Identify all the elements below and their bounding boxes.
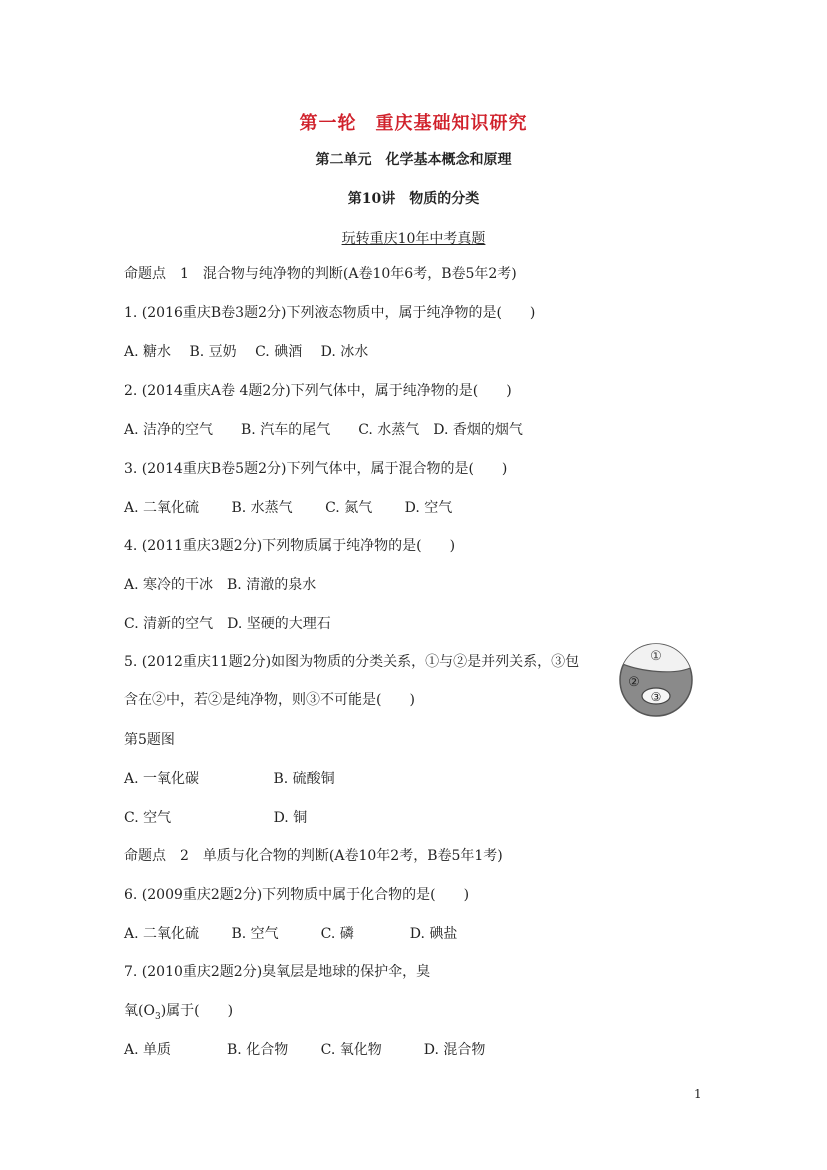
classification-diagram [618,640,694,720]
question-7: 7. (2010重庆2题2分)臭氧层是地球的保护伞，臭 [124,964,431,980]
question-4: 4. (2011重庆3题2分)下列物质属于纯净物的是( ) [124,538,456,554]
question-7-cont [124,1001,233,1027]
question-6: 6. (2009重庆2题2分)下列物质中属于化合物的是( ) [124,887,470,903]
label-2: ② [628,675,640,690]
label-1: ① [650,649,662,664]
page-number: 1 [694,1087,702,1101]
question-2-options: A. 洁净的空气 B. 汽车的尾气 C. 水蒸气 D. 香烟的烟气 [124,422,523,438]
topic-2-heading: 命题点 2 单质与化合物的判断(A卷10年2考，B卷5年1考) [124,848,503,864]
question-5-options-cd: C. 空气 D. 铜 [124,810,308,826]
question-4-options-ab: A. 寒冷的干冰 B. 清澈的泉水 [124,577,317,593]
question-1-options: A. 糖水 B. 豆奶 C. 碘酒 D. 冰水 [124,344,369,360]
ozone-subscript: 3 [154,1011,161,1022]
section-title: 玩转重庆10年中考真题 [341,231,486,247]
question-2: 2. (2014重庆A卷 4题2分)下列气体中，属于纯净物的是( ) [124,383,512,399]
unit-title: 第二单元 化学基本概念和原理 [315,152,512,168]
question-1: 1. (2016重庆B卷3题2分)下列液态物质中，属于纯净物的是( ) [124,305,536,321]
ozone-suffix: )属于( ) [160,1003,234,1019]
ozone-prefix: 氧(O [124,1003,155,1019]
question-5: 5. (2012重庆11题2分)如图为物质的分类关系，①与②是并列关系，③包 [124,654,580,670]
label-3: ③ [650,690,662,704]
question-5-options-ab: A. 一氧化碳 B. 硫酸铜 [124,771,335,787]
topic-1-heading: 命题点 1 混合物与纯净物的判断(A卷10年6考，B卷5年2考) [124,266,517,282]
main-title: 第一轮 重庆基础知识研究 [299,113,528,134]
question-3-options: A. 二氧化硫 B. 水蒸气 C. 氮气 D. 空气 [124,500,453,516]
question-5-cont: 含在②中，若②是纯净物，则③不可能是( ) [124,692,415,708]
question-6-options: A. 二氧化硫 B. 空气 C. 磷 D. 碘盐 [124,926,458,942]
lesson-title: 第10讲 物质的分类 [347,191,480,207]
question-3: 3. (2014重庆B卷5题2分)下列气体中，属于混合物的是( ) [124,461,508,477]
figure-caption: 第5题图 [124,732,175,748]
question-4-options-cd: C. 清新的空气 D. 坚硬的大理石 [124,616,331,632]
question-7-options: A. 单质 B. 化合物 C. 氧化物 D. 混合物 [124,1042,486,1058]
